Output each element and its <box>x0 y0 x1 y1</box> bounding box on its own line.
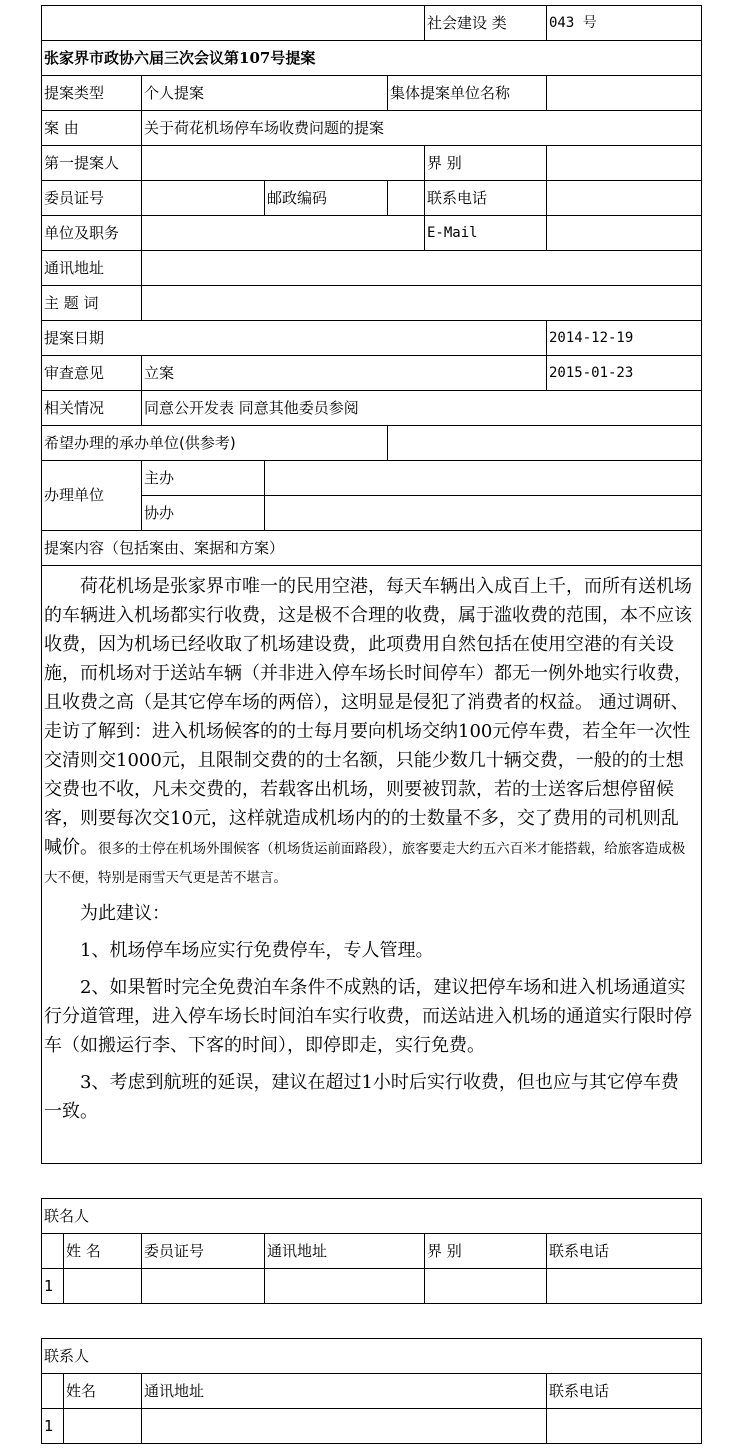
address-label: 通讯地址 <box>42 251 142 286</box>
date-label: 提案日期 <box>42 321 547 356</box>
email-label: E-Mail <box>425 216 547 251</box>
date-value: 2014-12-19 <box>547 321 702 356</box>
cosigners-header-index <box>42 1234 64 1269</box>
member-id-label: 委员证号 <box>42 181 142 216</box>
content-paragraph-3: 1、机场停车场应实行免费停车，专人管理。 <box>80 940 434 961</box>
table-row <box>42 1269 702 1304</box>
contacts-header-index <box>42 1374 64 1409</box>
content-paragraph-1-main: 荷花机场是张家界市唯一的民用空港，每天车辆出入成百上千，而所有送机场的车辆进入机场都实行收费，这是极不合理的收费，属于滥收费的范围，本不应该收费，因为机场已经收取了机场建设费，此项费用自然包括在使用空港的有关设施，而机场对于送站车辆（并非进入停车场长时间停车）都无一例外地实行收费，且收费之高（是其它停车场的两倍），这明显是侵犯了消费者的权益。 通过调研、走访了解到：进入机场候客的的士每月要向机场交纳100元停车费，若全年一次性交清则交1000元，且限制交费的的士名额，只能少数几十辆交费，一般的的士想交费也不收，凡未交费的，若载客出机场，则要被罚款，若的士送客后想停留候客，则要每次交10元，这样就造成机场内的的士数量不多，交了费用的司机则乱喊价。 <box>44 576 692 858</box>
email-value <box>547 216 702 251</box>
keywords-value <box>142 286 702 321</box>
cosigner-index: 1 <box>42 1269 64 1304</box>
proposer-label: 第一提案人 <box>42 146 142 181</box>
related-label: 相关情况 <box>42 391 142 426</box>
review-label: 审查意见 <box>42 356 142 391</box>
content-paragraph-4: 2、如果暂时完全免费泊车条件不成熟的话，建议把停车场和进入机场通道实行分道管理，进入停车场长时间泊车实行收费，而送站进入机场的通道实行限时停车（如搬运行李、下客的时间），即停即走，实行免费。 <box>44 977 692 1056</box>
content-paragraph-1-small: 很多的士停在机场外围候客（机场货运前面路段），旅客要走大约五六百米才能搭载，给旅客造成极大不便，特别是雨雪天气更是苦不堪言。 <box>44 841 686 886</box>
postcode-value <box>388 181 425 216</box>
postcode-label: 邮政编码 <box>265 181 388 216</box>
contacts-header-phone: 联系电话 <box>547 1374 702 1409</box>
review-value: 立案 <box>142 356 547 391</box>
content-label: 提案内容（包括案由、案据和方案） <box>42 531 702 566</box>
handle-main-label: 主办 <box>142 461 265 496</box>
form-title: 张家界市政协六届三次会议第107号提案 <box>42 41 702 76</box>
case-value: 关于荷花机场停车场收费问题的提案 <box>142 111 702 146</box>
category-label: 社会建设 类 <box>425 6 547 41</box>
proposal-content <box>42 566 702 1164</box>
content-paragraph-1 <box>44 572 693 891</box>
handle-assist-label: 协办 <box>142 496 265 531</box>
handle-main-value <box>265 461 702 496</box>
member-id-value <box>142 181 265 216</box>
contact-index: 1 <box>42 1409 64 1444</box>
unit-label: 单位及职务 <box>42 216 142 251</box>
sector-label: 界 别 <box>425 146 547 181</box>
cosigners-title: 联名人 <box>42 1199 702 1234</box>
header-blank <box>42 6 425 41</box>
table-row <box>42 1409 702 1444</box>
handle-label: 办理单位 <box>42 461 142 531</box>
contact-address <box>142 1409 547 1444</box>
case-label: 案 由 <box>42 111 142 146</box>
contacts-header-name: 姓名 <box>64 1374 142 1409</box>
content-paragraph-5: 3、考虑到航班的延误，建议在超过1小时后实行收费，但也应与其它停车费一致。 <box>44 1072 679 1122</box>
phone-value <box>547 181 702 216</box>
review-date: 2015-01-23 <box>547 356 702 391</box>
cosigners-header-member-id: 委员证号 <box>142 1234 265 1269</box>
cosigner-phone <box>547 1269 702 1304</box>
proposal-number: 043 号 <box>547 6 702 41</box>
address-value <box>142 251 702 286</box>
contacts-title: 联系人 <box>42 1339 702 1374</box>
contacts-table <box>41 1338 702 1444</box>
cosigner-address <box>265 1269 425 1304</box>
hope-value <box>388 426 702 461</box>
contact-name <box>64 1409 142 1444</box>
type-value: 个人提案 <box>142 76 388 111</box>
proposer-value <box>142 146 425 181</box>
cosigners-header-sector: 界 别 <box>425 1234 547 1269</box>
cosigner-sector <box>425 1269 547 1304</box>
cosigners-header-name: 姓 名 <box>64 1234 142 1269</box>
related-value: 同意公开发表 同意其他委员参阅 <box>142 391 702 426</box>
phone-label: 联系电话 <box>425 181 547 216</box>
handle-assist-value <box>265 496 702 531</box>
cosigners-table <box>41 1198 702 1304</box>
unit-value <box>142 216 425 251</box>
group-label: 集体提案单位名称 <box>388 76 547 111</box>
hope-label: 希望办理的承办单位(供参考) <box>42 426 388 461</box>
type-label: 提案类型 <box>42 76 142 111</box>
group-value <box>547 76 702 111</box>
keywords-label: 主 题 词 <box>42 286 142 321</box>
cosigners-header-address: 通讯地址 <box>265 1234 425 1269</box>
cosigner-member-id <box>142 1269 265 1304</box>
cosigner-name <box>64 1269 142 1304</box>
cosigners-header-phone: 联系电话 <box>547 1234 702 1269</box>
proposal-form <box>41 5 702 1164</box>
contacts-header-address: 通讯地址 <box>142 1374 547 1409</box>
content-paragraph-2: 为此建议： <box>80 903 170 924</box>
sector-value <box>547 146 702 181</box>
contact-phone <box>547 1409 702 1444</box>
